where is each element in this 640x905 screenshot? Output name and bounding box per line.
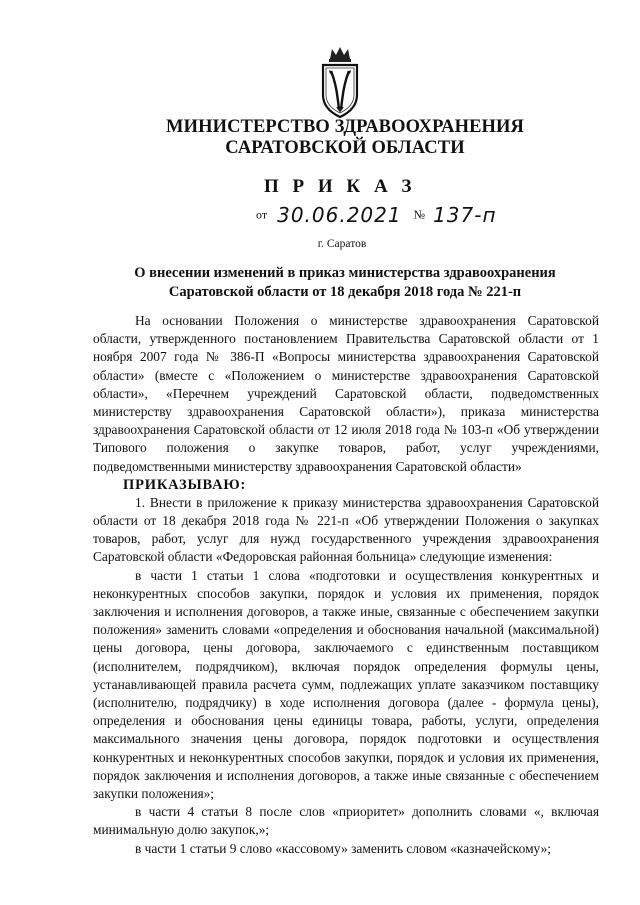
change-paragraph-1: в части 1 статьи 1 слова «подготовки и осуществления конкурентных и неконкурентных способов закупки, порядок и условия их применения, порядок заключения и исполнения договоров, а также иные, связанные с обеспечением закупки положения» заменить словами «определения и обоснования начальной (максимальной) цены договора, цены договора, заключаемого с единственным поставщиком (исполнителем, подрядчиком), включая порядок определения формулы цены, устанавливающей правила расчета сумм, подлежащих уплате заказчиком поставщику (исполнителю, подрядчику) в ходе исполнения договора (далее - формула цены), определения и обоснования цены единицы товара, работы, услуги, определения максимального значения цены договора, порядок подготовки и осуществления конкурентных и неконкурентных способов закупки, порядок и условия их применения, порядок заключения и исполнения договоров, а также иные связанные с обеспечением закупки положения»;	[93, 567, 599, 802]
ministry-name	[150, 117, 540, 159]
order-body	[93, 312, 599, 858]
preamble-paragraph: На основании Положения о министерстве здравоохранения Саратовской области, утвержденного постановлением Правительства Саратовской области от 1 ноября 2007 года № 386-П «Вопросы министерства здравоохранения Саратовской области» (вместе с «Положением о министерстве здравоохранения Саратовской области», «Перечнем учреждений Саратовской области, подведомственных министерству здравоохранения Саратовской области»), приказа министерства здравоохранения Саратовской области от 12 июля 2018 года № 103-п «Об утверждении Типового положения о закупке товаров, работ, услуг учреждениями, подведомственными министерству здравоохранения Саратовской области»	[93, 313, 599, 474]
city-label: г. Саратов	[317, 238, 367, 250]
order-subject	[92, 264, 598, 302]
order-directive: ПРИКАЗЫВАЮ:	[123, 476, 247, 493]
ministry-name-line1: МИНИСТЕРСТВО ЗДРАВООХРАНЕНИЯ	[166, 117, 524, 137]
order-title: П Р И К А З	[264, 176, 416, 197]
order-subject-line1: О внесении изменений в приказ министерства здравоохранения	[134, 265, 556, 281]
item-1-paragraph: 1. Внести в приложение к приказу министерства здравоохранения Саратовской области от 18 декабря 2018 года № 221-п «Об утверждении Положения о закупках товаров, работ, услуг для нужд государственного учреждения здравоохранения Саратовской области «Федоровская районная больница» следующие изменения:	[93, 494, 599, 565]
coat-of-arms-emblem	[318, 45, 362, 119]
order-subject-line2: Саратовской области от 18 декабря 2018 года № 221-п	[168, 284, 522, 300]
order-number: 137-п	[433, 203, 497, 227]
change-paragraph-3: в части 1 статьи 9 слово «кассовому» заменить словом «казначейскому»;	[135, 840, 551, 856]
change-paragraph-2: в части 4 статьи 8 после слов «приоритет» дополнить словами «, включая минимальную долю закупок,»;	[93, 804, 599, 838]
order-date: 30.06.2021	[277, 203, 402, 227]
date-prefix: от	[256, 207, 268, 222]
ministry-name-line2: САРАТОВСКОЙ ОБЛАСТИ	[225, 138, 465, 158]
number-prefix: №	[413, 207, 426, 222]
order-date-line	[256, 203, 496, 231]
